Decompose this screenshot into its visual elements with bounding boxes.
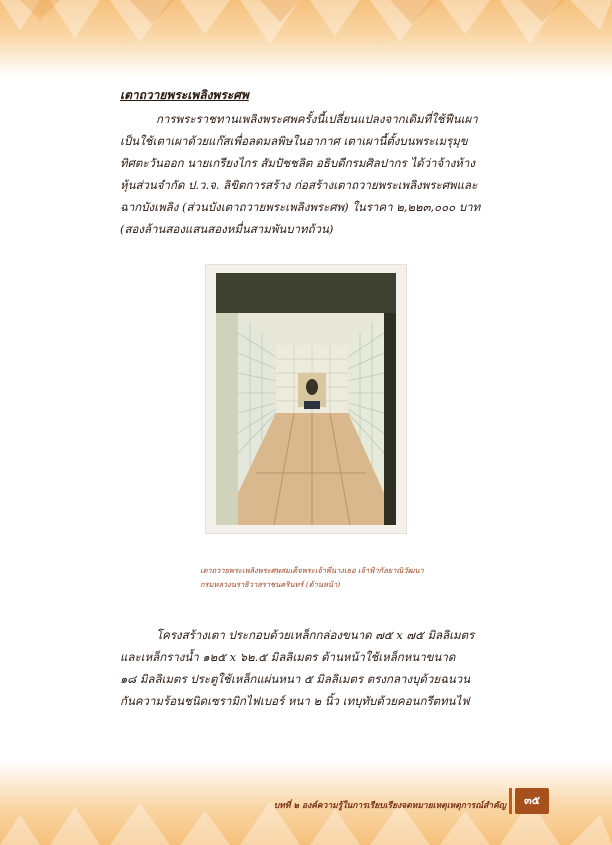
paragraph-line: เป็นใช้เตาเผาด้วยแก๊สเพื่อลดมลพิษในอากาศ เตาเผานี้ตั้งบนพระเมรุมุข [120, 134, 468, 148]
header-decorative-band [0, 0, 612, 78]
paragraph-furnace-intro [120, 108, 490, 240]
paragraph-line: กันความร้อนชนิดเซรามิกไฟเบอร์ หนา ๒ นิ้ว เทบุทับด้วยคอนกรีตทนไฟ [120, 694, 470, 708]
paragraph-line: ๑๘ มิลลิเมตร ประตูใช้เหล็กแผ่นหนา ๕ มิลลิเมตร ตรงกลางบุด้วยฉนวน [120, 672, 471, 686]
caption-line: กรมหลวงนราธิวาสราชนครินทร์ (ด้านหน้า) [200, 580, 341, 589]
paragraph-line: ฉากบังเพลิง (ส่วนบังเตาถวายพระเพลิงพระศพ) ในราคา ๒,๒๒๓,๐๐๐ บาท [120, 200, 481, 214]
paragraph-furnace-structure [120, 624, 490, 712]
photo-caption [200, 564, 430, 592]
furnace-photo-frame [205, 264, 407, 534]
paragraph-line: และเหล็กรางน้ำ ๑๒๕ x ๖๒.๕ มิลลิเมตร ด้านหน้าใช้เหล็กหนาขนาด [120, 650, 456, 664]
paragraph-line: หุ้นส่วนจำกัด ป.ว.จ. ลิขิตการสร้าง ก่อสร้างเตาถวายพระเพลิงพระศพและ [120, 178, 478, 192]
footer-separator [509, 788, 512, 814]
page-number: ๓๕ [515, 788, 549, 814]
header-pattern [0, 0, 612, 78]
chapter-title-footer: บทที่ ๒ องค์ความรู้ในการเรียบเรียงจดหมายเหตุเหตุการณ์สำคัญ [273, 801, 506, 811]
paragraph-line: (สองล้านสองแสนสองหมื่นสามพันบาทถ้วน) [120, 222, 334, 236]
paragraph-line: โครงสร้างเตา ประกอบด้วยเหล็กกล่องขนาด ๗๕ x ๗๕ มิลลิเมตร [156, 628, 475, 642]
furnace-photo [216, 273, 396, 525]
paragraph-line: ทิศตะวันออก นายเกรียงไกร สัมปัชชลิต อธิบดีกรมศิลปากร ได้ว่าจ้างห้าง [120, 156, 475, 170]
paragraph-line: การพระราชทานเพลิงพระศพครั้งนี้เปลี่ยนแปลงจากเดิมที่ใช้ฟืนเผา [156, 112, 478, 126]
section-heading: เตาถวายพระเพลิงพระศพ [120, 88, 249, 102]
caption-line: เตาถวายพระเพลิงพระศพสมเด็จพระเจ้าพี่นางเธอ เจ้าฟ้ากัลยาณิวัฒนา [200, 566, 424, 575]
